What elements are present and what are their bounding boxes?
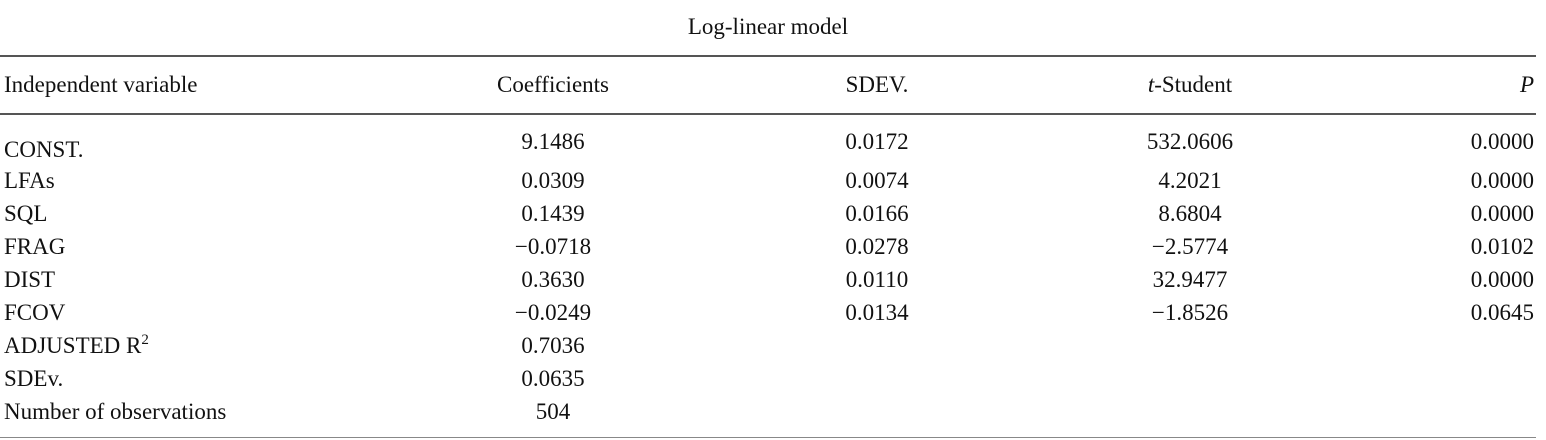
bottom-rule [0,437,1536,438]
table-caption: Log-linear model [687,14,849,39]
row-coef: 0.3630 [521,267,585,292]
row-sdev: 0.0110 [845,267,909,292]
row-p: 0.0000 [1470,267,1534,292]
superscript: 2 [141,332,149,348]
row-p: 0.0102 [1470,234,1534,259]
stat-label: ADJUSTED R [4,333,142,358]
row-p: 0.0000 [1470,201,1534,226]
stat-value: 504 [535,399,571,424]
top-rule [0,55,1536,57]
row-sdev: 0.0172 [845,129,909,154]
row-sdev: 0.0166 [845,201,909,226]
row-sdev: 0.0074 [845,168,909,193]
row-coef: 0.0309 [521,168,585,193]
row-name: CONST. [4,137,84,162]
stat-value: 0.7036 [521,333,585,358]
row-t: −2.5774 [1151,234,1229,259]
header-coefficients: Coefficients [497,72,609,97]
row-t: 8.6804 [1158,201,1222,226]
row-p: 0.0645 [1470,300,1534,325]
row-t: 532.0606 [1146,129,1234,154]
header-rule [0,113,1536,115]
row-name: FRAG [4,234,66,259]
row-t: −1.8526 [1151,300,1229,325]
row-coef: 0.1439 [521,201,585,226]
header-sdev: SDEV. [845,72,909,97]
row-name: SQL [4,201,48,226]
header-t-student [1080,70,1300,100]
row-p: 0.0000 [1470,129,1534,154]
row-t: 4.2021 [1158,168,1222,193]
row-t: 32.9477 [1152,267,1228,292]
header-t-rest: -Student [1154,72,1233,97]
row-name: LFAs [4,168,55,193]
row-sdev: 0.0134 [845,300,909,325]
row-sdev: 0.0278 [845,234,909,259]
stat-name [4,331,149,361]
header-independent-variable: Independent variable [4,72,198,97]
row-coef: 9.1486 [521,129,585,154]
stat-name: Number of observations [4,399,227,424]
row-coef: −0.0718 [514,234,592,259]
row-name: DIST [4,267,56,292]
row-p: 0.0000 [1470,168,1534,193]
row-name: FCOV [4,300,66,325]
header-p: P [1519,72,1534,97]
header-t-italic: t [1147,72,1155,97]
stat-value: 0.0635 [521,366,585,391]
row-coef: −0.0249 [514,300,592,325]
stat-name: SDEv. [4,366,64,391]
